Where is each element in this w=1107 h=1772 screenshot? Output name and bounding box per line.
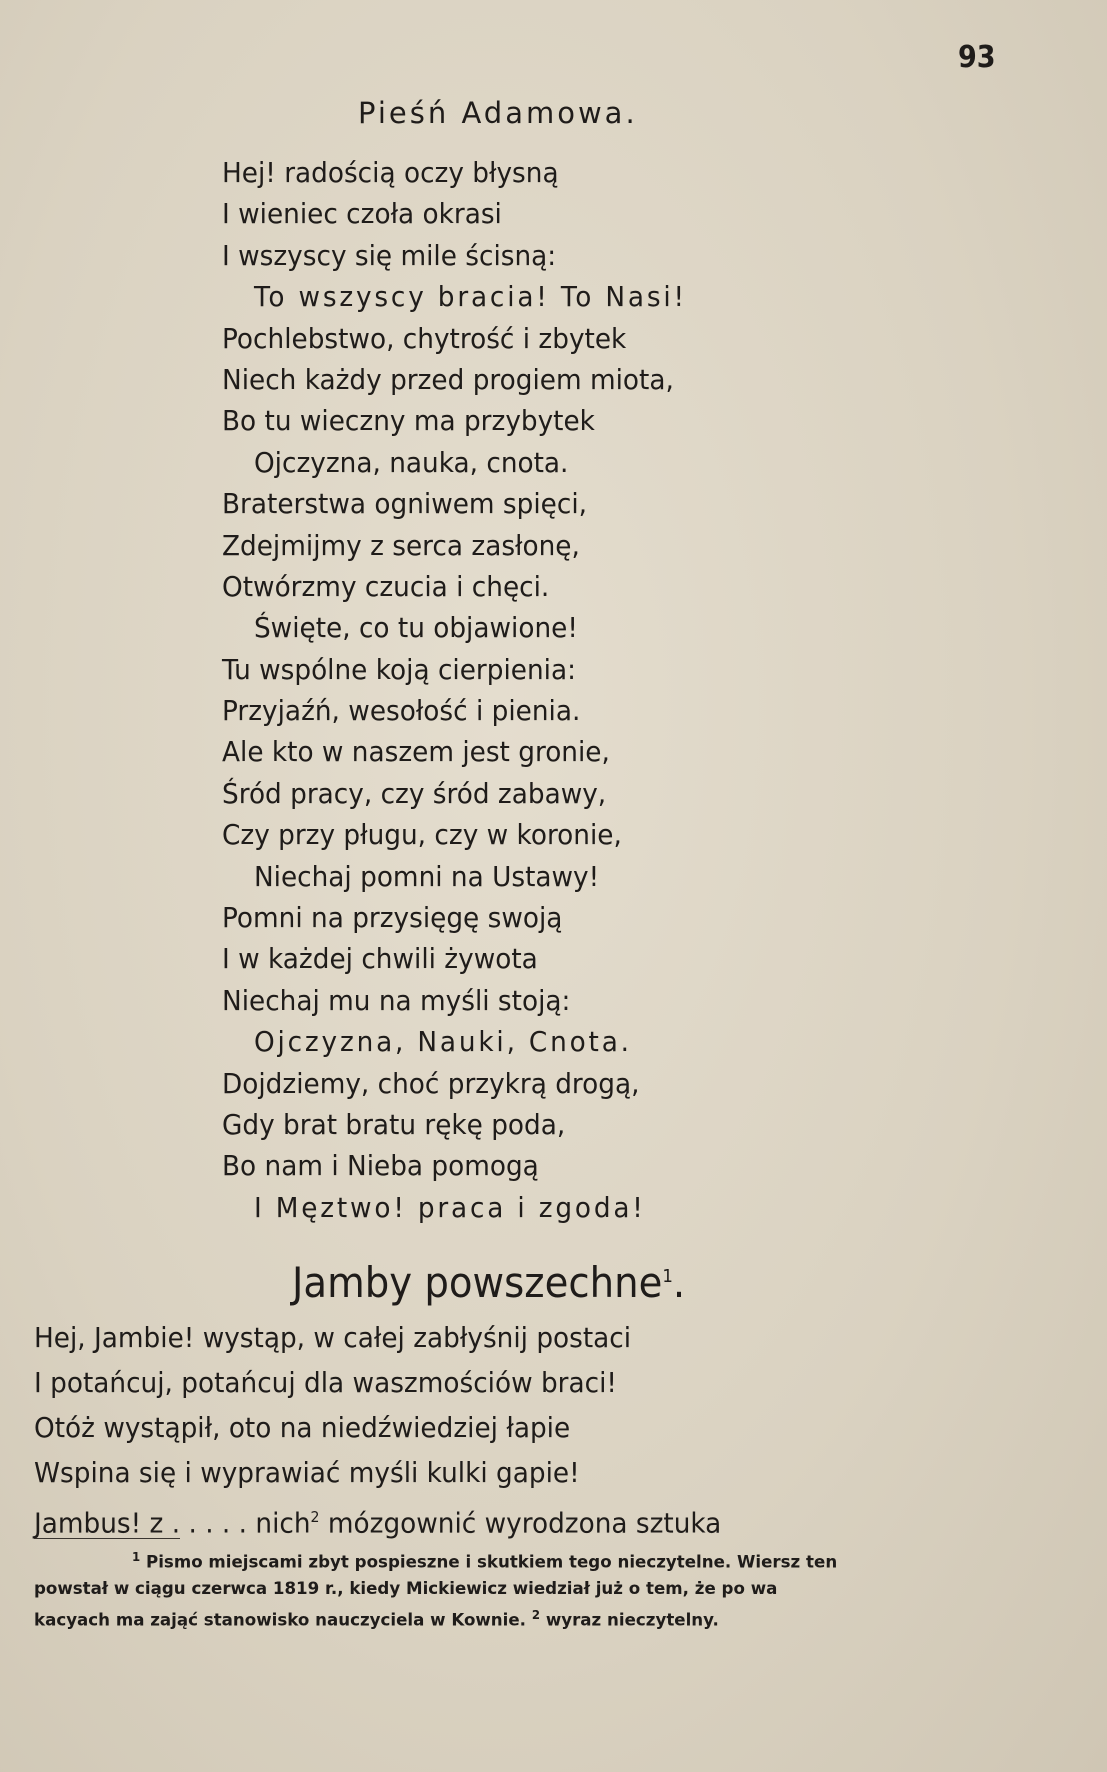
verse-line: Niechaj mu na myśli stoją: xyxy=(222,983,571,1017)
footnote-divider xyxy=(34,1538,180,1539)
verse-line: Śród pracy, czy śród zabawy, xyxy=(222,776,607,810)
verse-line: Czy przy pługu, czy w koronie, xyxy=(222,818,622,852)
footnote-text: kacyach ma zająć stanowisko nauczyciela w Kownie. xyxy=(34,1610,527,1631)
footnote-line: powstał w ciągu czerwca 1819 r., kiedy Mickiewicz wiedział już o tem, że po wa xyxy=(34,1578,778,1599)
verse-line: Bo nam i Nieba pomogą xyxy=(222,1149,539,1183)
poem-stanza xyxy=(222,152,687,1228)
verse-text: Otóż wystąpił, oto na niedźwiedziej łapie xyxy=(34,1411,571,1444)
verse-line: I w każdej chwili żywota xyxy=(222,942,538,976)
footnote-text: wyraz nieczytelny. xyxy=(540,1610,719,1631)
poem-title: Pieśń Adamowa. xyxy=(358,96,638,130)
verse-line: I wieniec czoła okrasi xyxy=(222,197,502,231)
verse-text: I potańcuj, potańcuj dla waszmościów braci! xyxy=(34,1366,617,1399)
verse-line: Hej! radością oczy błysną xyxy=(222,156,559,189)
verse-line: Pomni na przysięgę swoją xyxy=(222,901,563,935)
footnote-text: Pismo miejscami zbyt pospieszne i skutkiem tego nieczytelne. Wiersz ten xyxy=(140,1552,838,1573)
verse-line: Ale kto w naszem jest gronie, xyxy=(222,735,610,769)
verse-line: I Męztwo! praca i zgoda! xyxy=(253,1190,646,1224)
page-number: 93 xyxy=(958,40,996,75)
verse-text: mózgownić wyrodzona sztuka xyxy=(319,1506,722,1540)
verse-line xyxy=(34,1315,721,1360)
verse-line: To wszyscy bracia! To Nasi! xyxy=(253,280,687,314)
verse-line: Tu wspólne koją cierpienia: xyxy=(222,652,576,686)
title-period: . xyxy=(672,1258,686,1307)
verse-line: Pochlebstwo, chytrość i zbytek xyxy=(222,321,627,355)
verse-line: Święte, co tu objawione! xyxy=(253,611,578,645)
verse-line xyxy=(34,1495,721,1540)
verse-line: Otwórzmy czucia i chęci. xyxy=(222,569,550,603)
verse-line: Niechaj pomni na Ustawy! xyxy=(253,859,600,893)
footnote-line xyxy=(34,1544,1073,1576)
verse-line: Niech każdy przed progiem miota, xyxy=(222,362,674,396)
verse-line: Braterstwa ogniwem spięci, xyxy=(222,487,587,521)
footnote-marker: 2 xyxy=(531,1607,541,1622)
verse-line: Przyjaźń, wesołość i pienia. xyxy=(222,694,581,728)
footnote-marker: 1 xyxy=(132,1550,141,1564)
verse-line: Dojdziemy, choć przykrą drogą, xyxy=(222,1066,640,1100)
verse-line: I wszyscy się mile ścisną: xyxy=(222,238,557,272)
verse-line: Zdejmijmy z serca zasłonę, xyxy=(222,528,580,562)
verse-line xyxy=(34,1405,721,1450)
footnote-marker: 2 xyxy=(310,1508,320,1526)
footnotes xyxy=(34,1544,1073,1633)
verse-text: Jambus! z . . . . . nich xyxy=(34,1506,311,1540)
verse-line: Bo tu wieczny ma przybytek xyxy=(222,404,595,438)
verse-line: Ojczyzna, nauka, cnota. xyxy=(253,445,569,479)
footnote-marker: 1 xyxy=(662,1266,673,1287)
verse-text: Wspina się i wyprawiać myśli kulki gapie! xyxy=(34,1456,580,1489)
iambs-verse xyxy=(34,1315,721,1540)
footnote-line xyxy=(34,1602,1073,1634)
verse-line xyxy=(34,1360,721,1405)
verse-text: Hej, Jambie! wystąp, w całej zabłyśnij postaci xyxy=(34,1321,632,1354)
verse-line: Ojczyzna, Nauki, Cnota. xyxy=(253,1025,632,1059)
section-title xyxy=(292,1258,685,1307)
verse-line: Gdy brat bratu rękę poda, xyxy=(222,1107,566,1141)
section-title-text: Jamby powszechne xyxy=(292,1258,663,1307)
verse-line xyxy=(34,1450,721,1495)
